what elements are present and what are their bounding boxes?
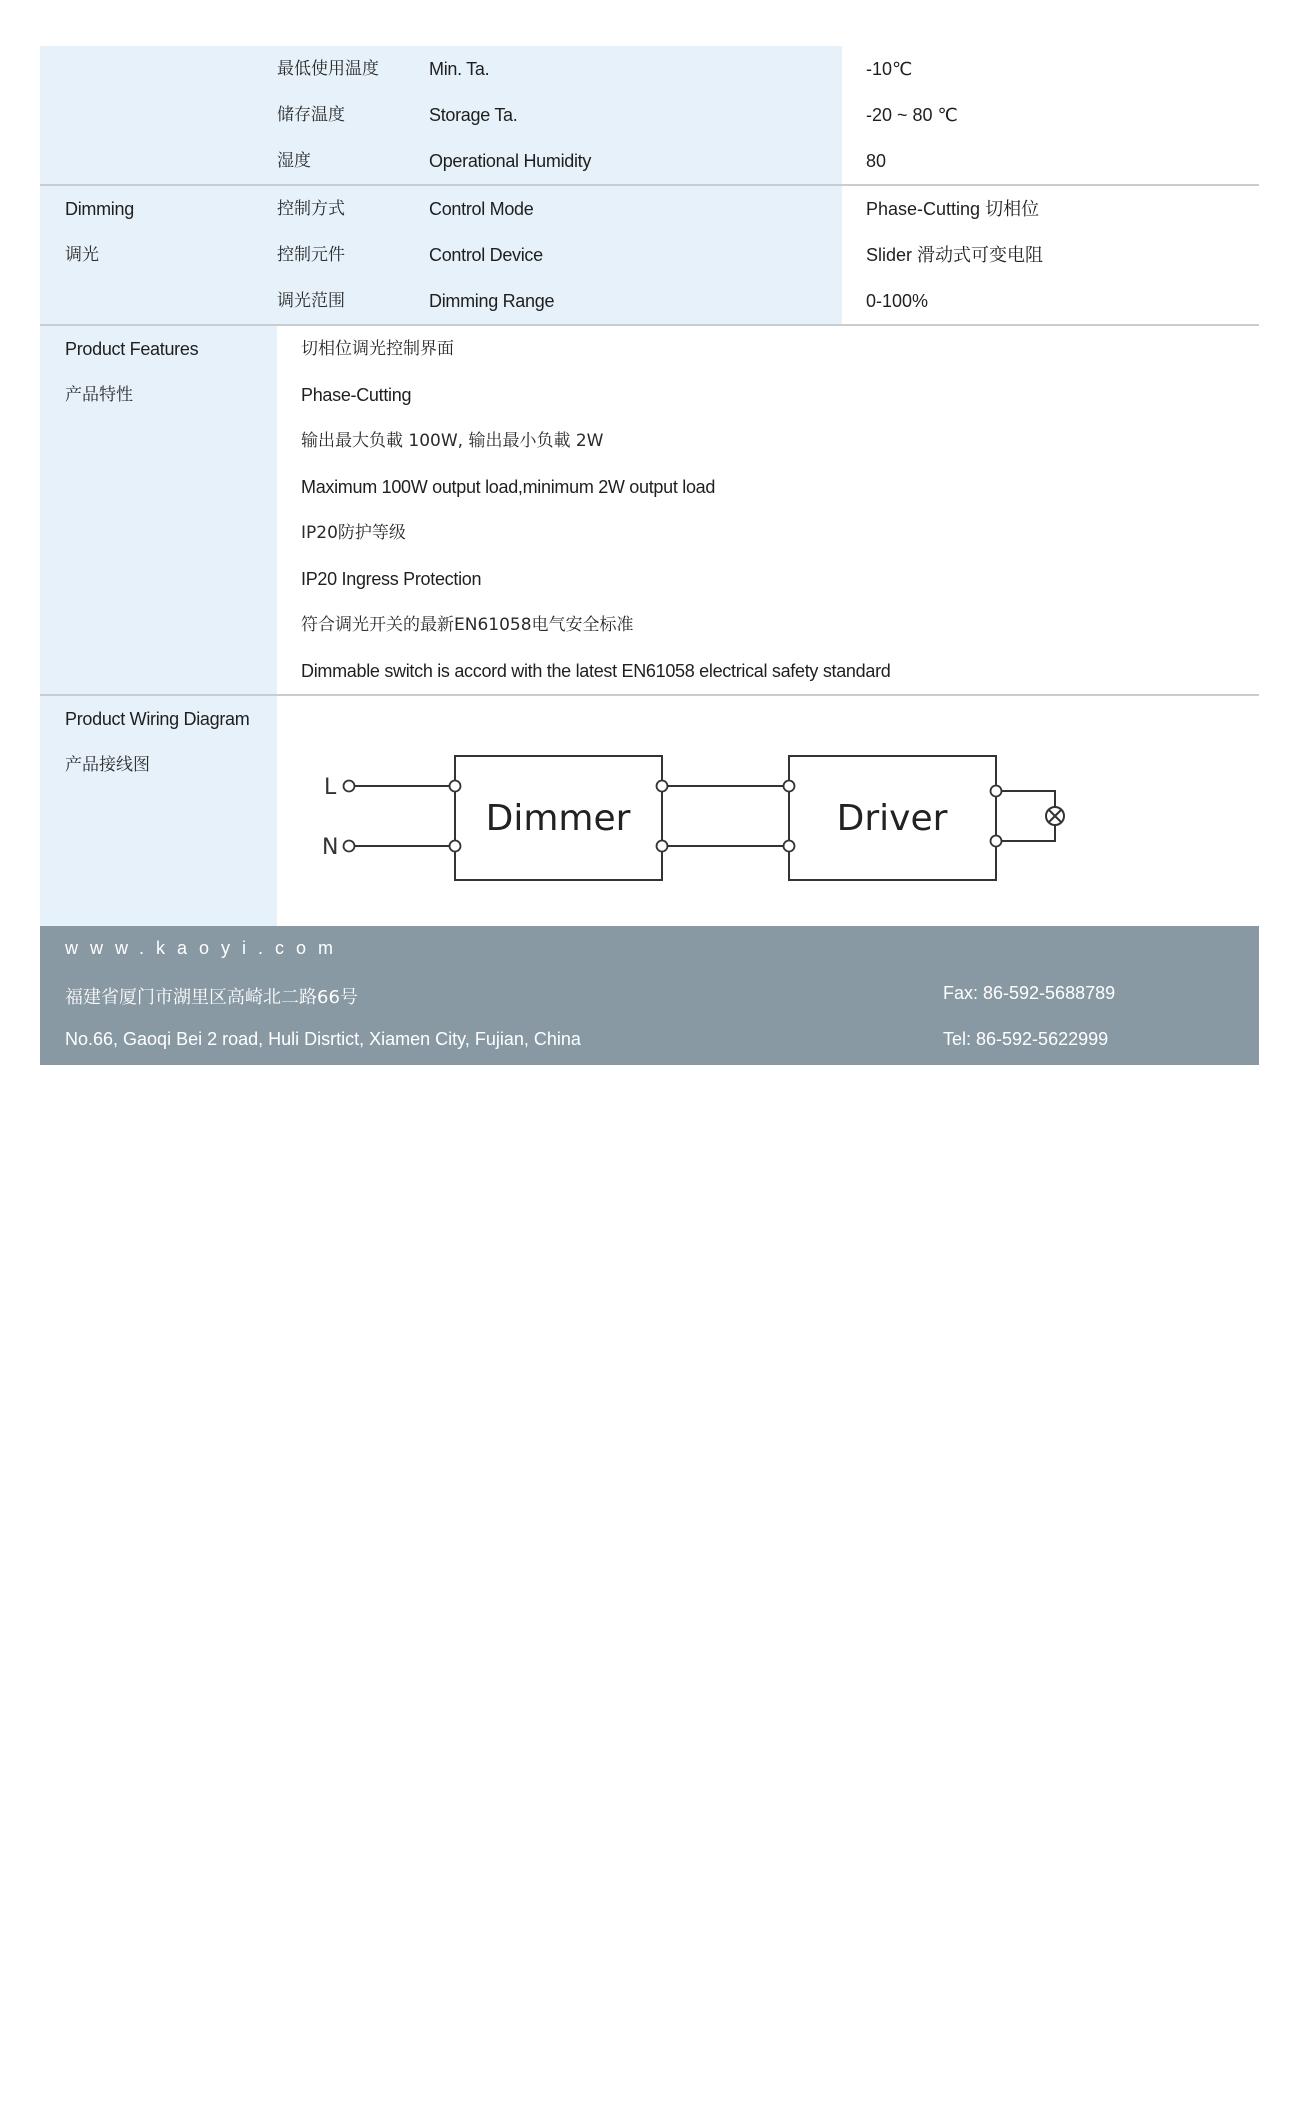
spec-value: 0-100% [866, 291, 929, 311]
features-label-cell [40, 326, 277, 694]
driver-label: Driver [836, 798, 948, 839]
feature-line-en: Dimmable switch is accord with the latest EN61058 electrical safety standard [301, 661, 891, 681]
environment-labels [277, 46, 842, 184]
feature-line-zh: 输出最大负載 100W, 输出最小负載 2W [301, 431, 604, 451]
section-title-zh: 调光 [65, 245, 99, 265]
dimming-section [40, 184, 1259, 324]
spec-value: -20 ~ 80 ℃ [866, 105, 958, 125]
spec-label-en: Control Mode [429, 199, 534, 219]
wiring-diagram-svg [277, 696, 1259, 926]
feature-line-en: Phase-Cutting [301, 385, 412, 405]
address-en: No.66, Gaoqi Bei 2 road, Huli Disrtict, Xiamen City, Fujian, China [65, 1029, 581, 1049]
environment-zh-column [277, 46, 429, 184]
dimming-en-column [429, 186, 842, 324]
environment-en-column [429, 46, 842, 184]
address-zh: 福建省厦门市湖里区高崎北二路66号 [65, 987, 358, 1008]
terminal [784, 781, 795, 792]
feature-line-zh: IP20防护等级 [301, 523, 406, 543]
terminal-n [344, 841, 355, 852]
spec-label-en: Storage Ta. [429, 105, 518, 125]
spec-label-zh: 调光范围 [277, 291, 345, 311]
terminal [657, 841, 668, 852]
dimming-label-cell [40, 186, 277, 324]
spec-label-zh: 控制方式 [277, 199, 345, 219]
section-title-en: Dimming [65, 199, 134, 219]
dimming-zh-column [277, 186, 429, 324]
terminal [450, 781, 461, 792]
feature-line-en: Maximum 100W output load,minimum 2W output load [301, 477, 716, 497]
spec-label-zh: 湿度 [277, 151, 311, 171]
environment-section [40, 46, 1259, 184]
footer-band [40, 926, 1259, 1065]
section-title-en: Product Wiring Diagram [65, 709, 250, 729]
features-list [277, 326, 1259, 694]
spec-value: Slider 滑动式可变电阻 [866, 245, 1044, 265]
spec-value: 80 [866, 151, 887, 171]
wiring-section [40, 694, 1259, 926]
spec-label-zh: 最低使用温度 [277, 59, 379, 79]
section-title-en: Product Features [65, 339, 199, 359]
features-section [40, 324, 1259, 694]
terminal [657, 781, 668, 792]
website-link[interactable]: www.kaoyi.com [65, 938, 346, 958]
wiring-label-cell [40, 696, 277, 926]
section-title-zh: 产品特性 [65, 385, 133, 405]
fax-number: Fax: 86-592-5688789 [943, 983, 1116, 1003]
terminal [991, 786, 1002, 797]
spec-label-en: Dimming Range [429, 291, 555, 311]
dimming-labels [277, 186, 842, 324]
dimming-values [842, 186, 1259, 324]
environment-values [842, 46, 1259, 184]
feature-line-zh: 符合调光开关的最新EN61058电气安全标准 [301, 615, 634, 635]
terminal-l [344, 781, 355, 792]
feature-line-en: IP20 Ingress Protection [301, 569, 482, 589]
spec-sheet [40, 46, 1259, 1065]
spec-value: -10℃ [866, 59, 913, 79]
spec-label-en: Control Device [429, 245, 543, 265]
section-title-zh: 产品接线图 [65, 755, 150, 775]
wiring-diagram [277, 696, 1259, 926]
lamp-cross-icon [1046, 807, 1064, 825]
spec-label-en: Operational Humidity [429, 151, 592, 171]
feature-line-zh: 切相位调光控制界面 [301, 339, 454, 359]
spec-label-zh: 储存温度 [277, 105, 345, 125]
terminal [991, 836, 1002, 847]
label-n: N [322, 835, 339, 860]
terminal [450, 841, 461, 852]
environment-label-cell [40, 46, 277, 184]
spec-label-en: Min. Ta. [429, 59, 490, 79]
spec-value: Phase-Cutting 切相位 [866, 199, 1040, 219]
label-l: L [324, 775, 337, 800]
spec-label-zh: 控制元件 [277, 245, 345, 265]
dimmer-label: Dimmer [485, 798, 631, 839]
terminal [784, 841, 795, 852]
tel-number: Tel: 86-592-5622999 [943, 1029, 1109, 1049]
